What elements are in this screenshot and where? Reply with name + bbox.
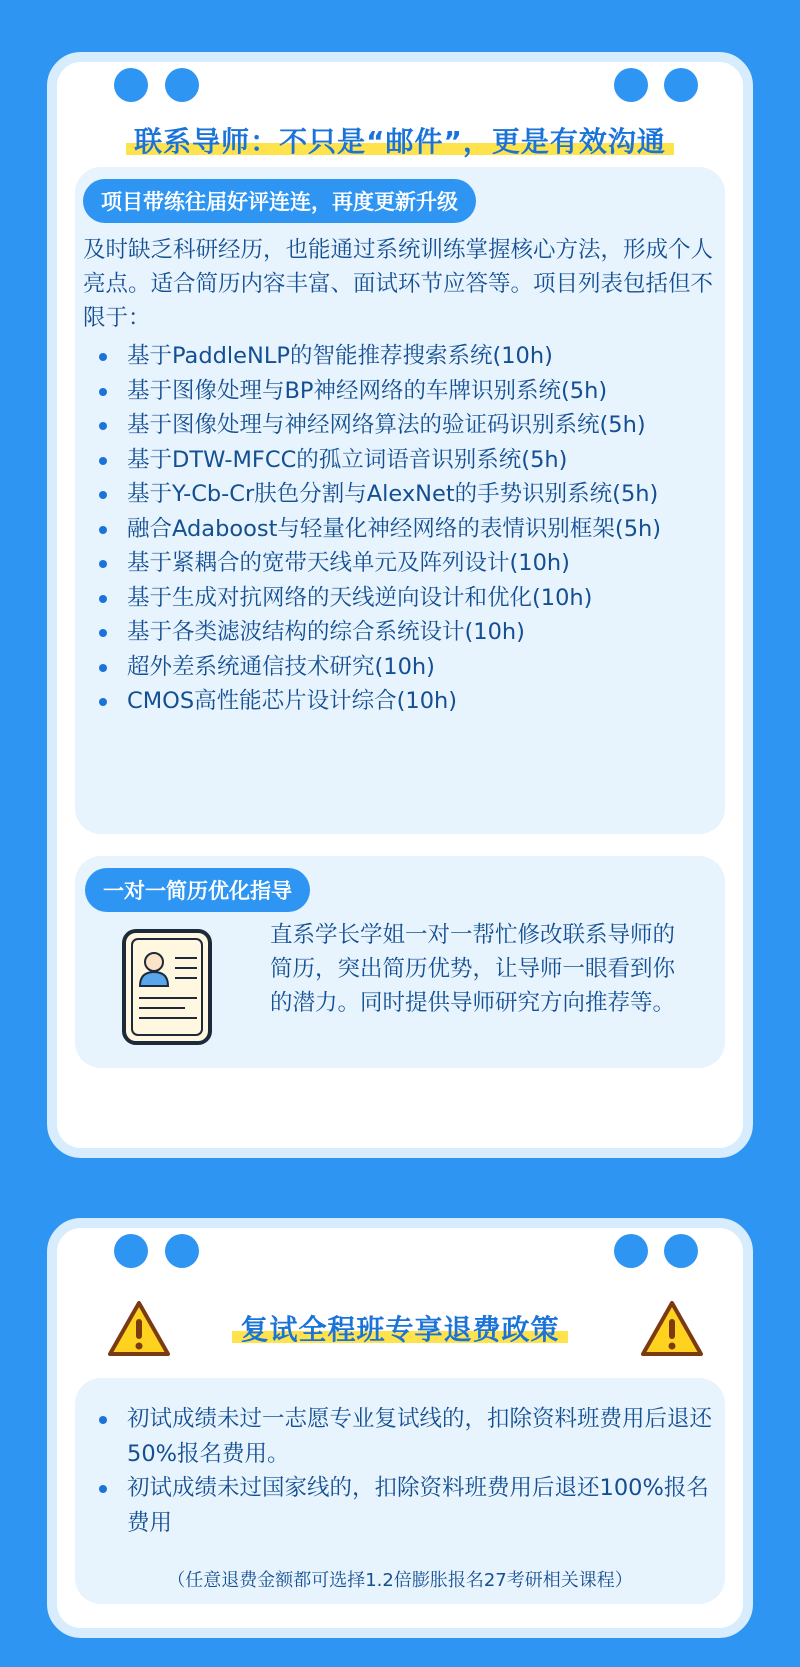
project-panel: [75, 167, 725, 834]
resume-heading-pill: 一对一简历优化指导: [85, 868, 310, 912]
binder-ring: [114, 1234, 148, 1268]
binder-ring: [165, 1234, 199, 1268]
list-item: 初试成绩未过一志愿专业复试线的，扣除资料班费用后退还50%报名费用。: [83, 1402, 715, 1471]
section-title: [57, 1308, 743, 1348]
project-heading-pill: 项目带练往届好评连连，再度更新升级: [83, 179, 476, 223]
project-intro: 及时缺乏科研经历，也能通过系统训练掌握核心方法，形成个人亮点。适合简历内容丰富、面试环节应答等。项目列表包括但不限于：: [83, 237, 714, 331]
binder-ring: [664, 1234, 698, 1268]
binder-ring: [614, 68, 648, 102]
resume-icon: [121, 928, 213, 1050]
refund-note: （任意退费金额都可选择1.2倍膨胀报名27考研相关课程）: [167, 1570, 633, 1591]
binder-ring: [114, 68, 148, 102]
resume-description: 直系学长学姐一对一帮忙修改联系导师的简历，突出简历优势，让导师一眼看到你的潜力。同时提供导师研究方向推荐等。: [270, 922, 676, 1016]
binder-ring: [664, 68, 698, 102]
project-list: [83, 339, 715, 719]
list-item: 融合Adaboost与轻量化神经网络的表情识别框架(5h): [83, 512, 715, 547]
section-title-text: 联系导师：不只是“邮件”，更是有效沟通: [126, 120, 674, 160]
list-item: 超外差系统通信技术研究(10h): [83, 650, 715, 685]
list-item: 基于DTW-MFCC的孤立词语音识别系统(5h): [83, 443, 715, 478]
refund-policy-card: [47, 1218, 753, 1638]
list-item: 初试成绩未过国家线的，扣除资料班费用后退还100%报名费用: [83, 1471, 715, 1540]
list-item: 基于图像处理与BP神经网络的车牌识别系统(5h): [83, 374, 715, 409]
list-item: 基于Y-Cb-Cr肤色分割与AlexNet的手势识别系统(5h): [83, 477, 715, 512]
binder-ring: [165, 68, 199, 102]
list-item: 基于各类滤波结构的综合系统设计(10h): [83, 615, 715, 650]
binder-ring: [614, 1234, 648, 1268]
list-item: 基于图像处理与神经网络算法的验证码识别系统(5h): [83, 408, 715, 443]
section-title-text: 复试全程班专享退费政策: [232, 1308, 567, 1348]
resume-panel: [75, 856, 725, 1068]
list-item: 基于PaddleNLP的智能推荐搜索系统(10h): [83, 339, 715, 374]
list-item: 基于生成对抗网络的天线逆向设计和优化(10h): [83, 581, 715, 616]
section-title: [57, 120, 743, 160]
list-item: 基于紧耦合的宽带天线单元及阵列设计(10h): [83, 546, 715, 581]
contact-advisor-card: [47, 52, 753, 1158]
refund-panel: [75, 1378, 725, 1604]
refund-list: [83, 1402, 715, 1540]
list-item: CMOS高性能芯片设计综合(10h): [83, 684, 715, 719]
